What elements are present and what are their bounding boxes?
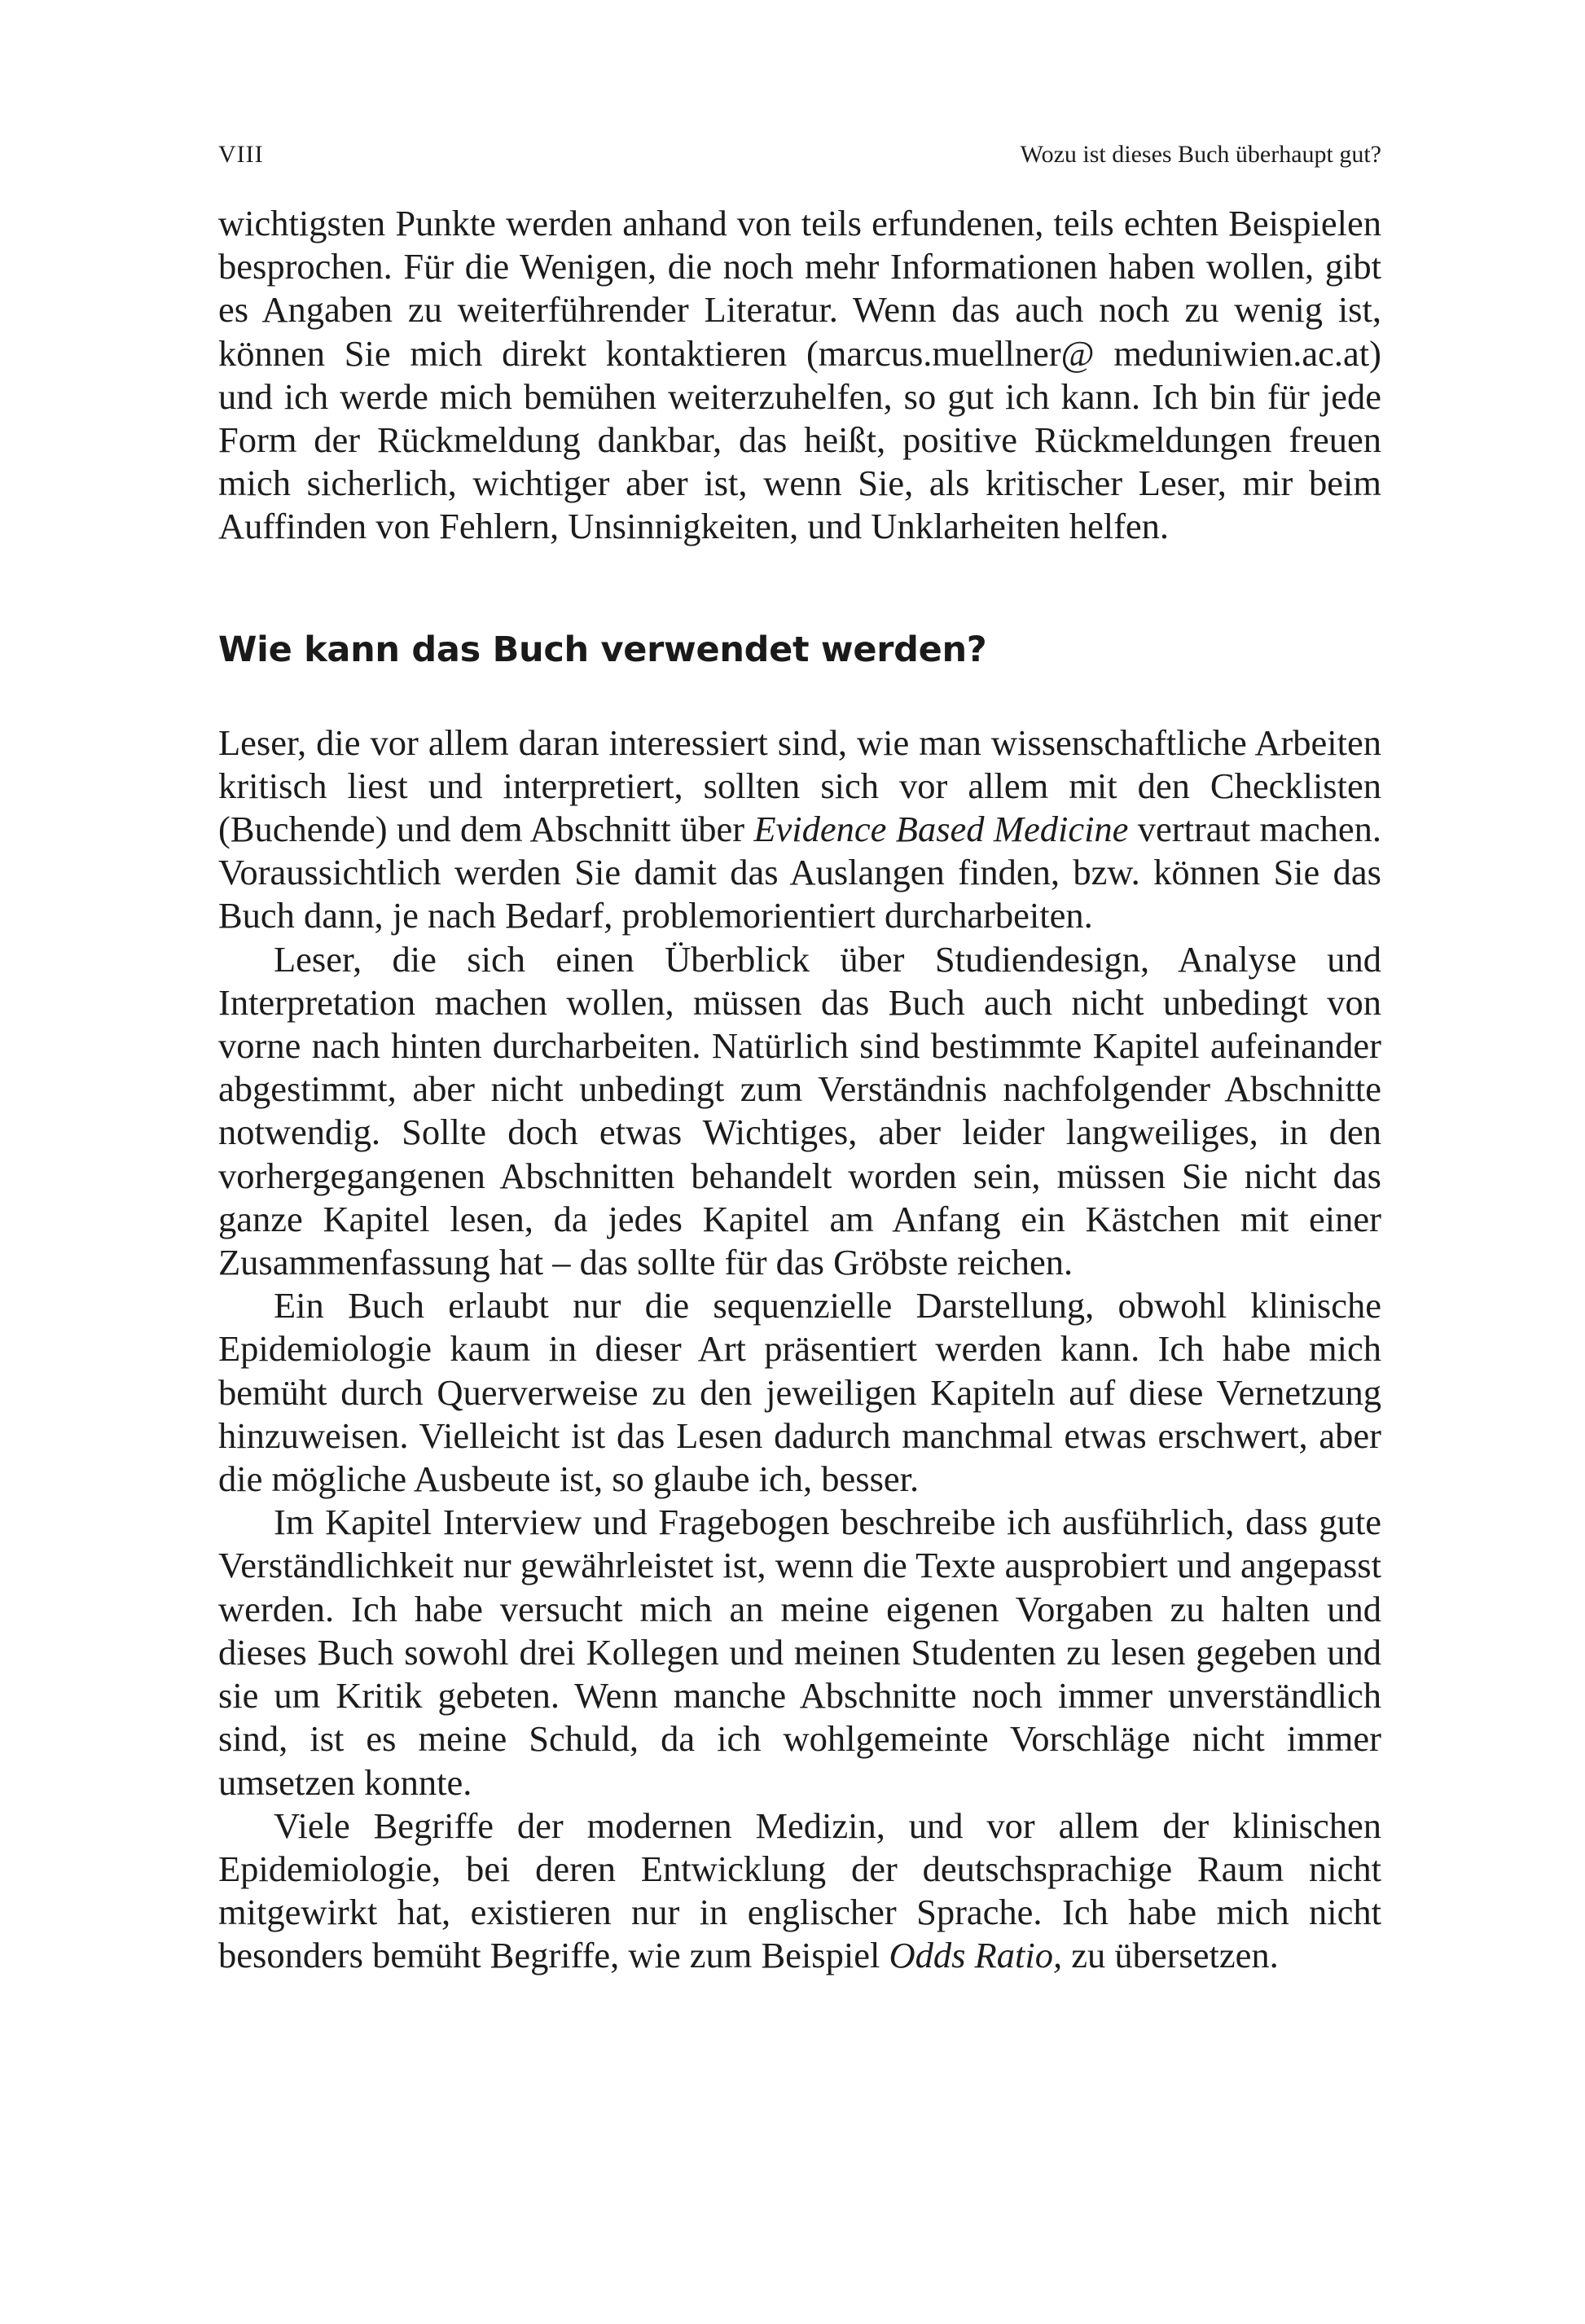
paragraph-text: Viele Begriffe der modernen Medizin, und vor allem der klinischen Epidemiologie, bei deren Entwicklung der deutschsprachige Raum nicht mitgewirkt hat, existieren nur in englischer Sprache. Ich habe mich nicht besonders bemüht Begriffe, wie zum Beispiel [218, 1804, 1381, 1976]
section-paragraph-1 [218, 721, 1381, 938]
section-heading: Wie kann das Buch verwendet werden? [218, 629, 987, 670]
emphasis-term: Odds Ratio, [889, 1935, 1063, 1976]
running-title: Wozu ist dieses Buch überhaupt gut? [1020, 141, 1381, 168]
paragraph-text: vertraut machen. Voraussichtlich werden Sie damit das Auslangen finden, bzw. können Sie das Buch dann, je nach Bedarf, problemorientiert durcharbeiten. [218, 809, 1382, 936]
paragraph-text: Leser, die vor allem daran interessiert sind, wie man wissenschaftliche Arbeiten kritisch liest und interpretiert, sollten sich vor allem mit den Checklisten (Buchende) und dem Abschnitt über [218, 721, 1381, 850]
paragraph-text: zu übersetzen. [1062, 1935, 1279, 1976]
intro-paragraph: wichtigsten Punkte werden anhand von teils erfundenen, teils echten Beispielen besprochen. Für die Wenigen, die noch mehr Informationen haben wollen, gibt es Angaben zu weiterführender Literatur. Wenn das auch noch zu wenig ist, können Sie mich direkt kontaktieren (marcus.muellner@ meduniwien.ac.at) und ich werde mich bemühen weiterzuhelfen, so gut ich kann. Ich bin für jede Form der Rückmeldung dankbar, das heißt, positive Rückmeldungen freuen mich sicherlich, wichtiger aber ist, wenn Sie, als kritischer Leser, mir beim Auffinden von Fehlern, Unsinnigkeiten, und Unklarheiten helfen. [218, 203, 1381, 547]
section-paragraph-3: Ein Buch erlaubt nur die sequenzielle Darstellung, obwohl klinische Epidemiologie kaum in dieser Art präsentiert werden kann. Ich habe mich bemüht durch Querverweise zu den jeweiligen Kapiteln auf diese Vernetzung hinzuweisen. Vielleicht ist das Lesen dadurch manchmal etwas erschwert, aber die mögliche Ausbeute ist, so glaube ich, besser. [218, 1285, 1381, 1500]
section-paragraph-2: Leser, die sich einen Überblick über Studiendesign, Analyse und Interpretation machen wollen, müssen das Buch auch nicht unbedingt von vorne nach hinten durcharbeiten. Natürlich sind bestimmte Kapitel aufeinander abgestimmt, aber nicht unbedingt zum Verständnis nachfolgender Abschnitte notwendig. Sollte doch etwas Wichtiges, aber leider langweiliges, in den vorhergegangenen Abschnitten behandelt worden sein, müssen Sie nicht das ganze Kapitel lesen, da jedes Kapitel am Anfang ein Kästchen mit einer Zusammenfassung hat – das sollte für das Gröbste reichen. [218, 938, 1381, 1283]
running-head [218, 138, 1381, 171]
page-number: VIII [218, 141, 264, 168]
section-paragraph-4: Im Kapitel Interview und Fragebogen beschreibe ich ausführlich, dass gute Verständlichkeit nur gewährleistet ist, wenn die Texte ausprobiert und angepasst werden. Ich habe versucht mich an meine eigenen Vorgaben zu halten und dieses Buch sowohl drei Kollegen und meinen Studenten zu lesen gegeben und sie um Kritik gebeten. Wenn manche Abschnitte noch immer unverständlich sind, ist es meine Schuld, da ich wohlgemeinte Vorschläge nicht immer umsetzen konnte. [218, 1502, 1381, 1803]
section-paragraph-5 [218, 1804, 1381, 1978]
emphasis-term: Evidence Based Medicine [753, 809, 1129, 850]
book-page [218, 138, 1381, 1978]
